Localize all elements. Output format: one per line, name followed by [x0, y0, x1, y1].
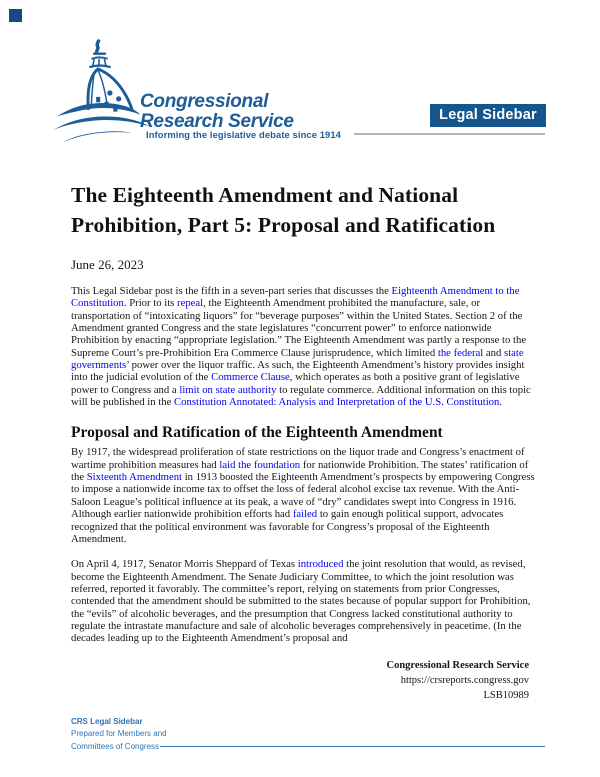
footer-url-link[interactable]: https://crsreports.congress.gov — [400, 675, 529, 686]
logo-tagline: Informing the legislative debate since 1914 — [146, 129, 341, 140]
page-title — [71, 180, 535, 240]
footer-org: Congressional Research Service — [386, 660, 529, 671]
article-body — [71, 285, 535, 645]
inline-link[interactable]: the federal — [437, 346, 484, 359]
footer-report-id: LSB10989 — [483, 690, 529, 701]
corner-mark-icon — [9, 9, 22, 22]
logo-line-2: Research Service — [140, 110, 294, 132]
article — [71, 180, 535, 645]
footer-divider — [160, 746, 545, 747]
inline-link[interactable]: Constitution Annotated: Analysis and Interpretation of the U.S. Constitution — [174, 396, 500, 409]
inline-link[interactable]: Sixteenth Amendment — [86, 471, 183, 484]
footer-prepared-line-2: Committees of Congress — [71, 741, 160, 751]
legal-sidebar-badge: Legal Sidebar — [430, 104, 546, 127]
section-heading: Proposal and Ratification of the Eighteenth Amendment — [71, 424, 443, 442]
page-title-line-1: The Eighteenth Amendment and National — [71, 183, 459, 207]
inline-link[interactable]: limit on state authority — [179, 383, 277, 396]
inline-link[interactable]: failed — [292, 508, 318, 521]
footer-report-info — [386, 658, 529, 703]
paragraph: This Legal Sidebar post is the fifth in a seven-part series that discusses the Eighteenth Amendment to the Constitution. Prior to its repeal, the Eighteenth Amendment prohibited the manufacture, sale, or transportation of “intoxicating liquors” for “beverage purposes” within the United States. Section 2 of the Amendment granted Congress and the state legislatures “concurrent power” to enforce nationwide Prohibition by enacting “appropriate legislation.” The Eighteenth Amendment was partly a response to the Supreme Court’s pre-Prohibition Era Commerce Clause jurisprudence, which limited the federal and state governments’ power over the liquor traffic. As such, the Eighteenth Amendment’s history provides insight into the judicial evolution of the Commerce Clause, which operates as both a positive grant of legislative power to Congress and a limit on state authority to regulate commerce. Additional information on this topic will be published in the Constitution Annotated: Analysis and Interpretation of the U.S. Constitution. — [71, 285, 531, 409]
footer-brand: CRS Legal Sidebar — [71, 717, 143, 726]
footer-prepared-line-1: Prepared for Members and — [71, 729, 167, 739]
header-divider — [354, 133, 545, 135]
inline-link[interactable]: Commerce Clause — [211, 371, 290, 384]
inline-link[interactable]: repeal — [177, 297, 204, 310]
paragraph: By 1917, the widespread proliferation of state restrictions on the liquor trade and Congress’s enactment of wartime prohibition measures had laid the foundation for nationwide Prohibition. The states’ ratification of the Sixteenth Amendment in 1913 boosted the Eighteenth Amendment’s prospects by empowering Congress to impose a nationwide income tax to offset the loss of federal alcohol excise tax revenue. With the Anti-Saloon League’s political influence at its peak, a wave of “dry” candidates swept into Congress in 1916. Although earlier nationwide prohibition efforts had failed to gain enough political support, advocates recognized that the political environment was favorable for Congress’s proposal of the Eighteenth Amendment. — [71, 446, 535, 545]
paragraph: On April 4, 1917, Senator Morris Sheppard of Texas introduced the joint resolution that would, as revised, become the Eighteenth Amendment. The Senate Judiciary Committee, to which the joint resolution was referred, reported it favorably. The committee’s report, relying on statements from prior Congresses, contended that the amendment should be submitted to the states because of popular support for Prohibition, the “evils” of alcoholic beverages, and the presumption that Congress lacked constitutional authority to regulate the intrastate manufacture and sale of alcoholic beverages comprehensively in peacetime. (In the decades leading up to the Eighteenth Amendment’s proposal and — [71, 558, 531, 645]
article-date: June 26, 2023 — [71, 257, 144, 272]
inline-link[interactable]: laid the foundation — [219, 458, 301, 471]
logo-line-1: Congressional — [140, 91, 269, 112]
inline-link[interactable]: Eighteenth Amendment to the Constitution — [71, 285, 520, 310]
footer-brand-block — [71, 716, 167, 753]
crs-logo-wordmark — [140, 92, 294, 131]
page-title-line-2: Prohibition, Part 5: Proposal and Ratification — [71, 213, 496, 237]
inline-link[interactable]: introduced — [297, 558, 344, 571]
inline-link[interactable]: state governments’ — [71, 346, 524, 372]
capitol-dome-icon — [52, 38, 152, 146]
